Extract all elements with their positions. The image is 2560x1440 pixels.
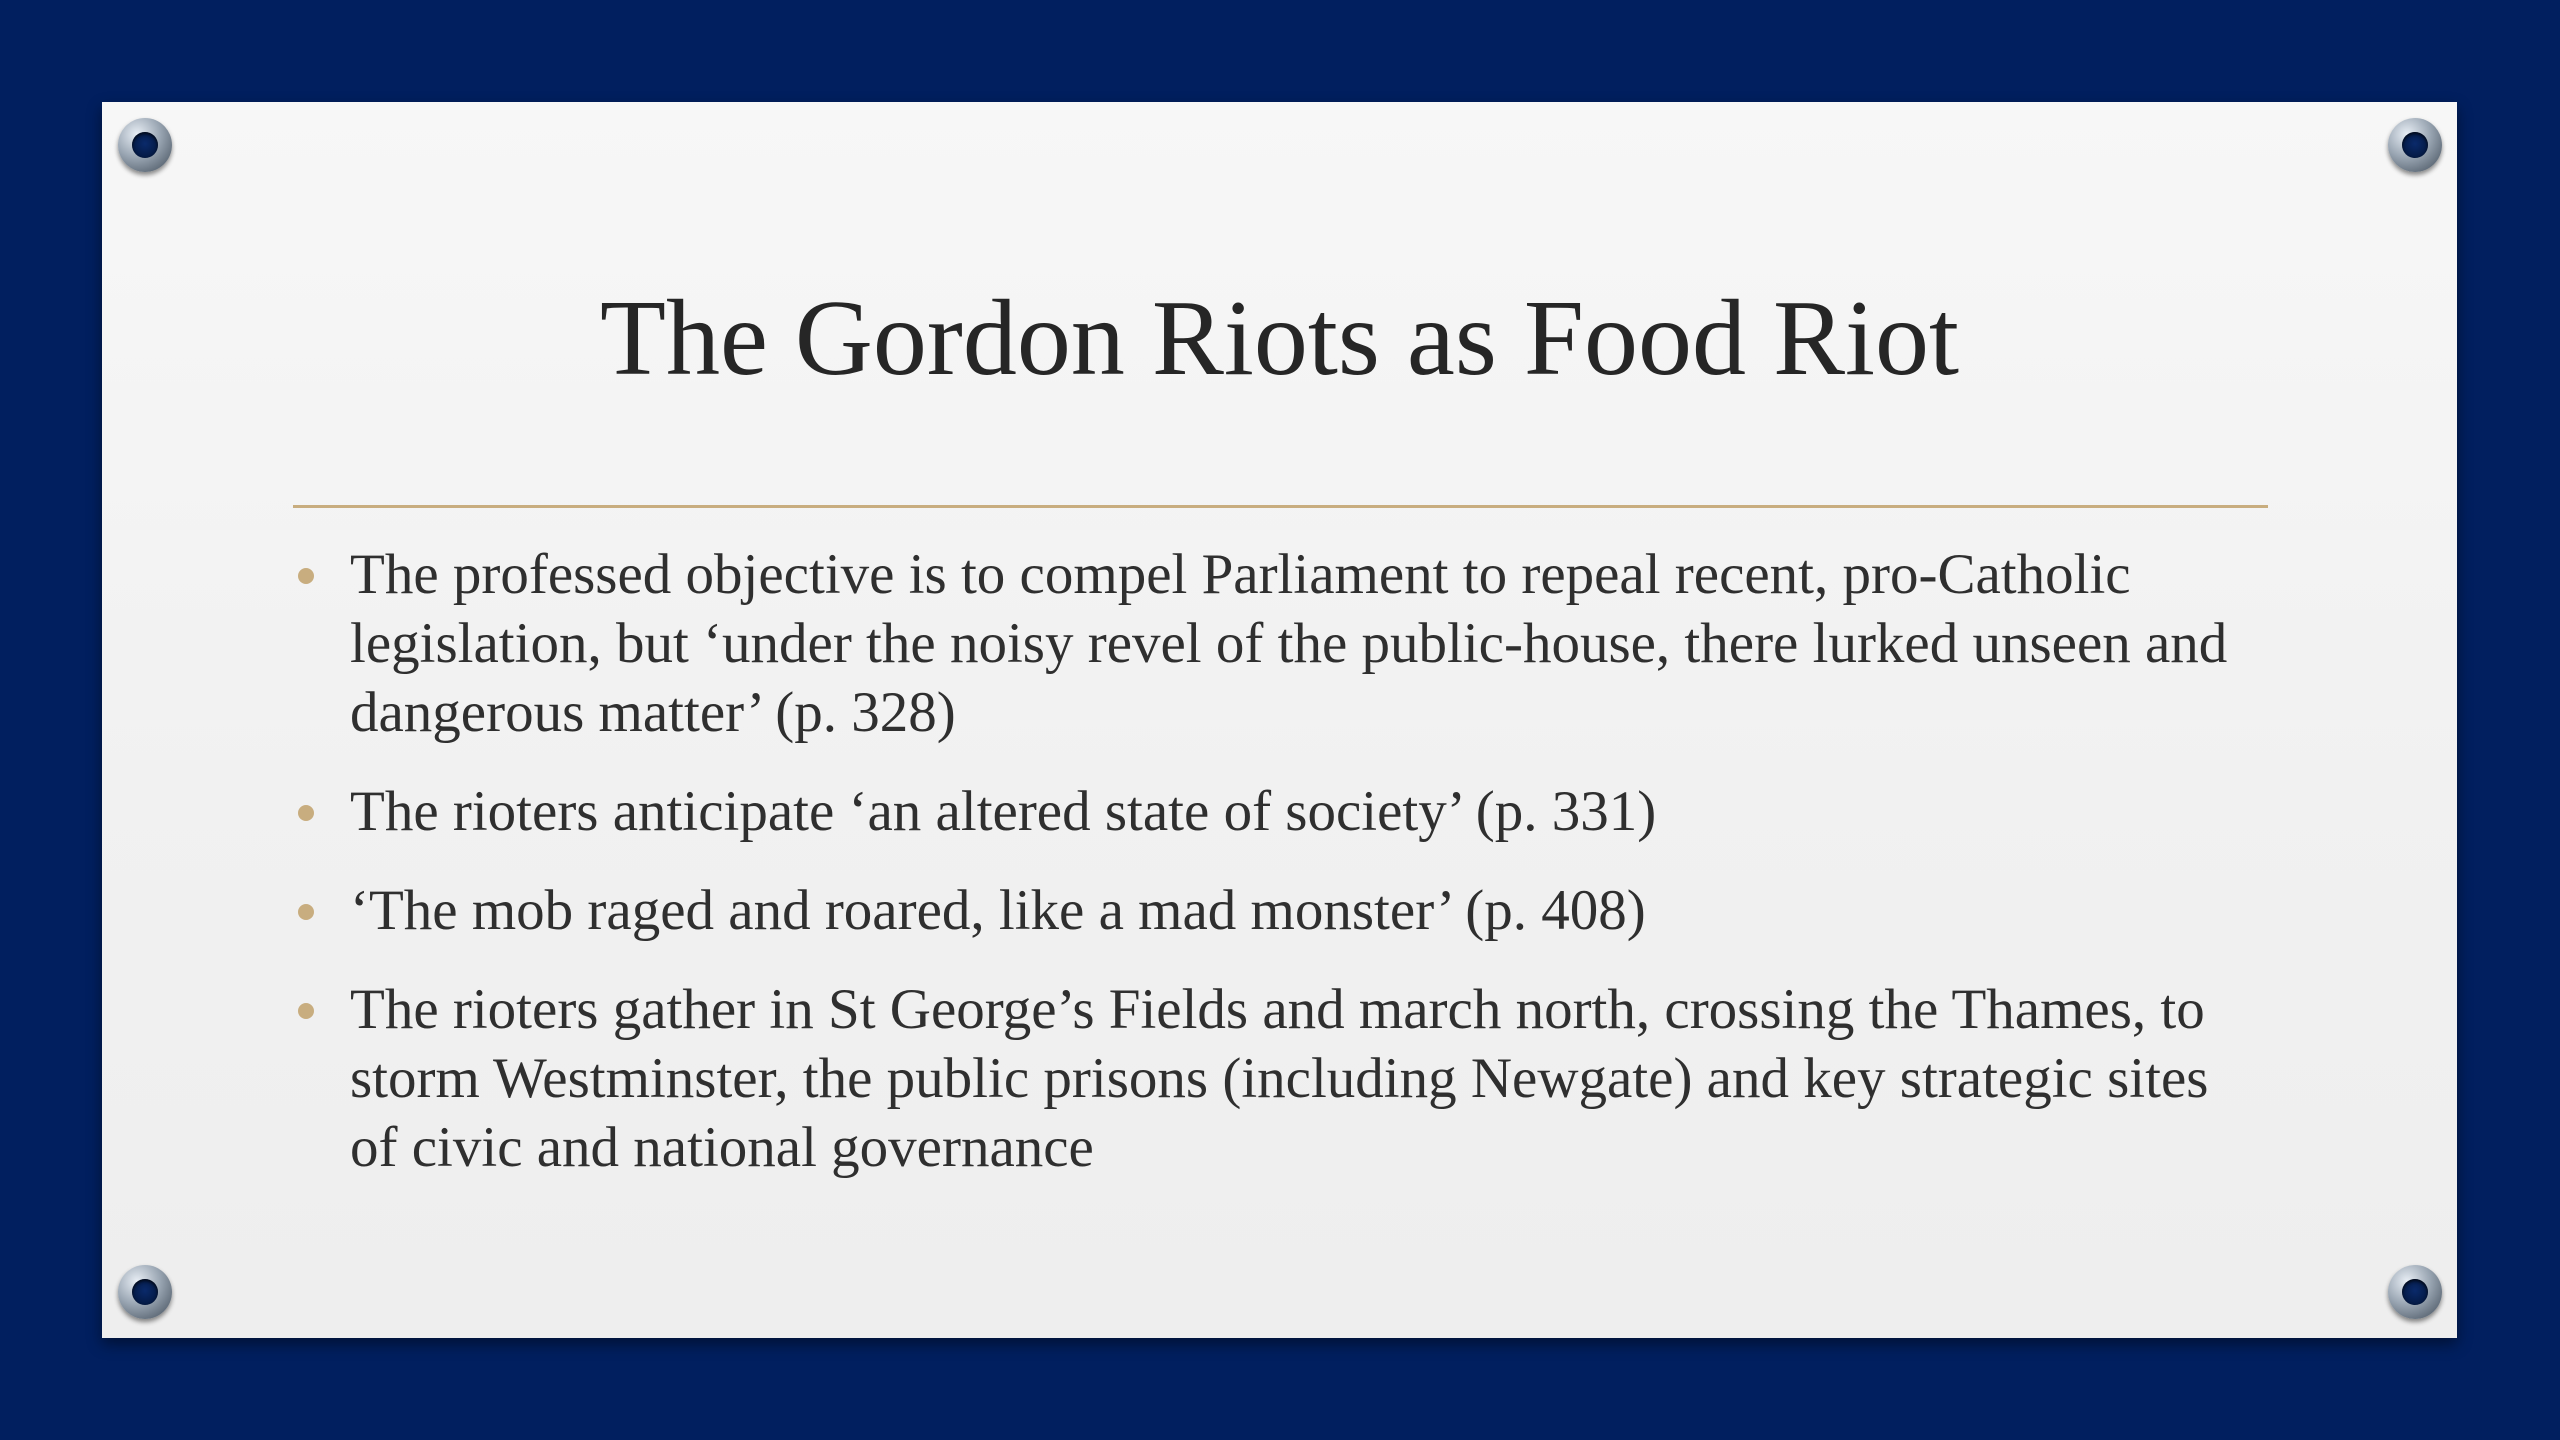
bullet-text: The rioters gather in St George’s Fields and march north, crossing the Thames, to storm Westminster, the public prisons (including Newgate) and key strategic sites of civic and national governance (350, 978, 2209, 1179)
bullet-item (350, 876, 2250, 945)
bullet-item (350, 975, 2250, 1182)
grommet-icon-bottom-right (2388, 1265, 2442, 1319)
bullet-dot-icon (298, 1003, 314, 1019)
bullet-text: The professed objective is to compel Parliament to repeal recent, pro-Catholic legislation, but ‘under the noisy revel of the public-house, there lurked unseen and dangerous matter’ (p. 328) (350, 543, 2228, 744)
bullet-dot-icon (298, 904, 314, 920)
bullet-list (350, 540, 2250, 1212)
bullet-dot-icon (298, 568, 314, 584)
bullet-item (350, 540, 2250, 747)
grommet-icon-top-left (118, 118, 172, 172)
slide-title: The Gordon Riots as Food Riot (599, 279, 1960, 398)
bullet-item (350, 777, 2250, 846)
bullet-text: The rioters anticipate ‘an altered state of society’ (p. 331) (350, 780, 1657, 843)
bullet-dot-icon (298, 805, 314, 821)
grommet-icon-top-right (2388, 118, 2442, 172)
title-divider (293, 505, 2268, 508)
grommet-icon-bottom-left (118, 1265, 172, 1319)
bullet-text: ‘The mob raged and roared, like a mad monster’ (p. 408) (350, 879, 1646, 942)
